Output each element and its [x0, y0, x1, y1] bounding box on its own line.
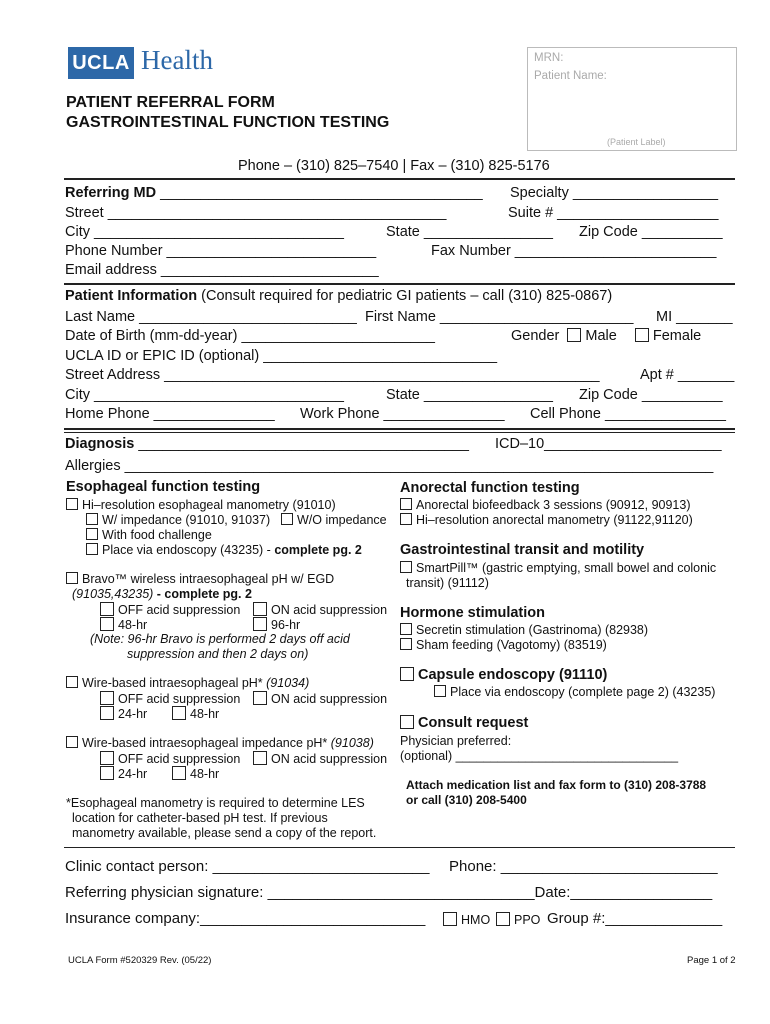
wo-impedance-checkbox[interactable]: [281, 513, 293, 525]
capsule-place-checkbox[interactable]: [434, 685, 446, 697]
secretin-option[interactable]: Secretin stimulation (Gastrinoma) (82938): [400, 623, 648, 637]
referring-md-field[interactable]: Referring MD ________________________________________: [65, 185, 483, 201]
wire-imp-on-option[interactable]: ON acid suppression: [253, 751, 387, 766]
mi-field[interactable]: MI _______: [656, 309, 733, 325]
female-checkbox[interactable]: [635, 328, 649, 342]
insurance-field[interactable]: Insurance company:___________________________: [65, 910, 426, 927]
wire-ph-off-option[interactable]: OFF acid suppression: [100, 691, 240, 706]
contact-line: Phone – (310) 825–7540 | Fax – (310) 825-5176: [238, 158, 550, 174]
wire-ph-off-checkbox[interactable]: [100, 691, 114, 705]
bravo-48-option[interactable]: 48-hr: [100, 617, 147, 632]
hires-esophageal-checkbox[interactable]: [66, 498, 78, 510]
food-challenge-option[interactable]: With food challenge: [86, 528, 212, 542]
wire-ph-24-checkbox[interactable]: [100, 706, 114, 720]
fax-number-field[interactable]: Fax Number _________________________: [431, 243, 717, 259]
zip-field[interactable]: Zip Code __________: [579, 224, 723, 240]
patient-city-field[interactable]: City _______________________________: [65, 387, 344, 403]
attach-line1: Attach medication list and fax form to (310) 208-3788: [406, 778, 707, 792]
page-number: Page 1 of 2: [687, 955, 736, 966]
secretin-checkbox[interactable]: [400, 623, 412, 635]
form-id: UCLA Form #520329 Rev. (05/22): [68, 955, 212, 966]
wire-imp-24-checkbox[interactable]: [100, 766, 114, 780]
city-field[interactable]: City _______________________________: [65, 224, 344, 240]
dob-field[interactable]: Date of Birth (mm-dd-year) ________________________: [65, 328, 435, 344]
referring-md-label: Referring MD: [65, 185, 157, 201]
bravo-48-checkbox[interactable]: [100, 617, 114, 631]
cell-phone-field[interactable]: Cell Phone _______________: [530, 406, 726, 422]
clinic-contact-field[interactable]: Clinic contact person: __________________________: [65, 858, 430, 875]
diagnosis-label: Diagnosis: [65, 436, 135, 452]
patient-label-box: [527, 47, 737, 151]
footnote-line1: *Esophageal manometry is required to determine LES: [66, 796, 365, 810]
wire-imp-48-checkbox[interactable]: [172, 766, 186, 780]
ppo-option[interactable]: PPO: [496, 912, 540, 927]
bravo-96-option[interactable]: 96-hr: [253, 617, 300, 632]
gender-label: Gender: [511, 328, 560, 344]
wire-ph-48-option[interactable]: 48-hr: [172, 706, 219, 721]
street-field[interactable]: Street __________________________________________: [65, 205, 447, 221]
divider-top: [64, 178, 735, 180]
group-field[interactable]: Group #:______________: [547, 910, 723, 927]
wire-ph-on-option[interactable]: ON acid suppression: [253, 691, 387, 706]
biofeedback-checkbox[interactable]: [400, 498, 412, 510]
bravo-off-checkbox[interactable]: [100, 602, 114, 616]
sham-option[interactable]: Sham feeding (Vagotomy) (83519): [400, 638, 607, 652]
consult-checkbox[interactable]: [400, 715, 414, 729]
phone-number-field[interactable]: Phone Number __________________________: [65, 243, 377, 259]
male-label: Male: [585, 328, 617, 344]
footnote-line2: location for catheter-based pH test. If previous: [72, 811, 328, 825]
signature-field[interactable]: Referring physician signature: ________________________________Date:_________________: [65, 884, 713, 901]
ppo-checkbox[interactable]: [496, 912, 510, 926]
hmo-option[interactable]: HMO: [443, 912, 490, 927]
wire-imp-option[interactable]: Wire-based intraesophageal impedance pH* (91038): [66, 736, 374, 750]
bravo-checkbox[interactable]: [66, 572, 78, 584]
attach-line2: or call (310) 208-5400: [406, 793, 527, 807]
patient-name-label: Patient Name:: [534, 70, 607, 82]
male-checkbox[interactable]: [567, 328, 581, 342]
endoscopy-option[interactable]: Place via endoscopy (43235) - complete pg. 2: [86, 543, 362, 557]
diagnosis-field[interactable]: Diagnosis _________________________________________: [65, 436, 469, 452]
bravo-codes: (91035,43235) - complete pg. 2: [72, 587, 252, 601]
smartpill-line2: transit) (91112): [406, 576, 489, 590]
sham-checkbox[interactable]: [400, 638, 412, 650]
wo-impedance-option[interactable]: W/O impedance: [281, 513, 387, 527]
hormone-heading: Hormone stimulation: [400, 605, 546, 621]
wire-ph-24-option[interactable]: 24-hr: [100, 706, 147, 721]
consult-option[interactable]: Consult request: [400, 715, 528, 731]
home-phone-field[interactable]: Home Phone _______________: [65, 406, 275, 422]
allergies-field[interactable]: Allergies _________________________________________________________________________: [65, 458, 714, 474]
divider-patient: [64, 283, 735, 285]
impedance-checkbox[interactable]: [86, 513, 98, 525]
anorectal-heading: Anorectal function testing: [400, 480, 580, 496]
bravo-note-1: (Note: 96-hr Bravo is performed 2 days off acid: [90, 632, 350, 646]
ucla-id-field[interactable]: UCLA ID or EPIC ID (optional) _____________________________: [65, 348, 498, 364]
footnote-line3: manometry available, please send a copy of the report.: [72, 826, 377, 840]
capsule-place-option[interactable]: Place via endoscopy (complete page 2) (43235): [434, 685, 715, 699]
wire-imp-48-option[interactable]: 48-hr: [172, 766, 219, 781]
bravo-option[interactable]: Bravo™ wireless intraesophageal pH w/ EGD: [66, 572, 334, 586]
patient-street-field[interactable]: Street Address ______________________________________________________: [65, 367, 600, 383]
female-label: Female: [652, 328, 702, 344]
bravo-on-checkbox[interactable]: [253, 602, 267, 616]
wire-imp-off-checkbox[interactable]: [100, 751, 114, 765]
bravo-off-option[interactable]: OFF acid suppression: [100, 602, 240, 617]
esophageal-heading: Esophageal function testing: [66, 479, 261, 495]
physician-preferred-label: Physician preferred:: [400, 734, 512, 748]
suite-field[interactable]: Suite # ____________________: [508, 205, 719, 221]
bravo-note-2: suppression and then 2 days on): [127, 647, 309, 661]
first-name-field[interactable]: First Name ________________________: [365, 309, 634, 325]
specialty-field[interactable]: Specialty __________________: [510, 185, 719, 201]
anorectal-manometry-option[interactable]: Hi–resolution anorectal manometry (91122,91120): [400, 513, 693, 527]
impedance-option[interactable]: W/ impedance (91010, 91037): [86, 513, 270, 527]
form-title-line1: PATIENT REFERRAL FORM: [66, 94, 275, 111]
bravo-96-checkbox[interactable]: [253, 617, 267, 631]
biofeedback-option[interactable]: Anorectal biofeedback 3 sessions (90912, 90913): [400, 498, 691, 512]
last-name-field[interactable]: Last Name ___________________________: [65, 309, 357, 325]
transit-heading: Gastrointestinal transit and motility: [400, 542, 645, 558]
wire-imp-off-option[interactable]: OFF acid suppression: [100, 751, 240, 766]
divider-bottom: [64, 847, 735, 848]
divider-diagnosis-1: [64, 428, 735, 430]
patient-zip-field[interactable]: Zip Code __________: [579, 387, 723, 403]
wire-ph-option[interactable]: Wire-based intraesophageal pH* (91034): [66, 676, 309, 690]
work-phone-field[interactable]: Work Phone _______________: [300, 406, 505, 422]
capsule-checkbox[interactable]: [400, 667, 414, 681]
endoscopy-checkbox[interactable]: [86, 543, 98, 555]
patient-info-heading: Patient Information (Consult required for pediatric GI patients – call (310) 825-0867): [65, 288, 613, 304]
mrn-label: MRN:: [534, 52, 564, 64]
bravo-on-option[interactable]: ON acid suppression: [253, 602, 387, 617]
patient-state-field[interactable]: State ________________: [386, 387, 553, 403]
wire-imp-on-checkbox[interactable]: [253, 751, 267, 765]
icd-field[interactable]: ICD–10______________________: [495, 436, 722, 452]
logo-health-word: Health: [141, 45, 213, 75]
ucla-logo-box: UCLA: [68, 47, 134, 79]
hires-esophageal-option[interactable]: Hi–resolution esophageal manometry (91010): [66, 498, 336, 512]
state-field[interactable]: State ________________: [386, 224, 553, 240]
capsule-option[interactable]: Capsule endoscopy (91110): [400, 667, 607, 683]
wire-imp-24-option[interactable]: 24-hr: [100, 766, 147, 781]
food-challenge-checkbox[interactable]: [86, 528, 98, 540]
apt-field[interactable]: Apt # _______: [640, 367, 735, 383]
gender-group: [511, 328, 701, 344]
physician-preferred-field[interactable]: (optional) ________________________________: [400, 749, 679, 763]
form-title-line2: GASTROINTESTINAL FUNCTION TESTING: [66, 114, 390, 131]
patient-label-caption: (Patient Label): [607, 137, 666, 147]
smartpill-checkbox[interactable]: [400, 561, 412, 573]
anorectal-manometry-checkbox[interactable]: [400, 513, 412, 525]
wire-ph-48-checkbox[interactable]: [172, 706, 186, 720]
wire-imp-checkbox[interactable]: [66, 736, 78, 748]
clinic-phone-field[interactable]: Phone: __________________________: [449, 858, 718, 875]
smartpill-option[interactable]: SmartPill™ (gastric emptying, small bowel and colonic: [400, 561, 716, 575]
email-field[interactable]: Email address ___________________________: [65, 262, 379, 278]
hmo-checkbox[interactable]: [443, 912, 457, 926]
divider-diagnosis-2: [64, 432, 735, 433]
wire-ph-on-checkbox[interactable]: [253, 691, 267, 705]
wire-ph-checkbox[interactable]: [66, 676, 78, 688]
